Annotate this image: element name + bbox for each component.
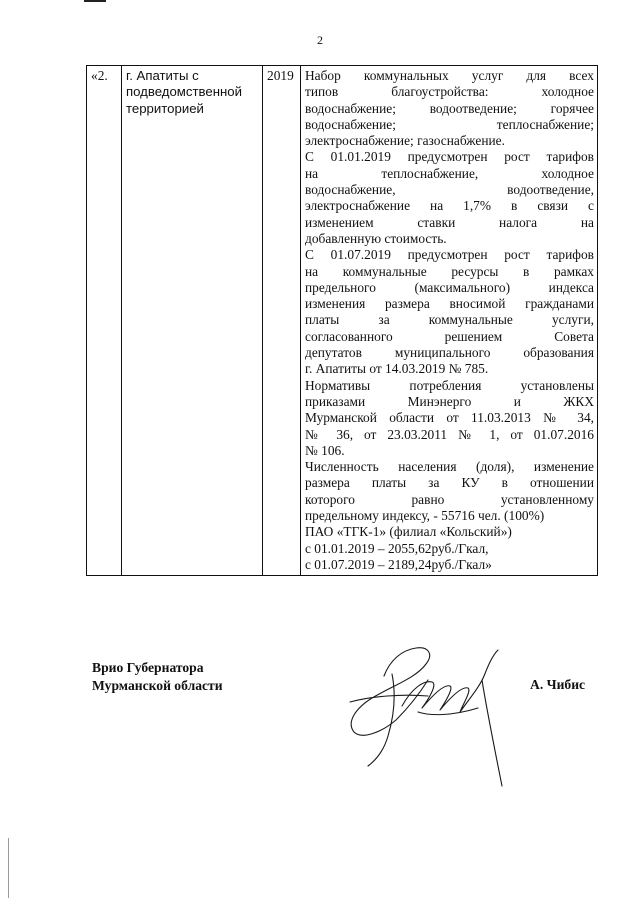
description-line: типов благоустройства: холодное bbox=[305, 84, 594, 100]
description-line: № 106. bbox=[305, 442, 345, 458]
row-number: «2. bbox=[87, 66, 122, 576]
signatory-position-line1: Врио Губернатора bbox=[92, 660, 204, 675]
description-line: с 01.07.2019 – 2189,24руб./Гкал» bbox=[305, 556, 492, 572]
page-number: 2 bbox=[317, 33, 323, 47]
description-line: водоснабжение, водоотведение, bbox=[305, 182, 594, 198]
description-line: согласованного решением Совета bbox=[305, 328, 594, 344]
description-line: размера платы за КУ в отношении bbox=[305, 475, 594, 491]
scan-edge-mark bbox=[8, 838, 9, 898]
description-line: предельного (максимального) индекса bbox=[305, 279, 594, 295]
scan-mark bbox=[84, 0, 106, 2]
description-line: Численность населения (доля), изменение bbox=[305, 459, 594, 475]
description-line: изменением ставки налога на bbox=[305, 214, 594, 230]
description-line: на коммунальные ресурсы в рамках bbox=[305, 263, 594, 279]
table-row bbox=[87, 66, 598, 576]
handwritten-signature bbox=[332, 636, 514, 788]
description-line: электроснабжение на 1,7% в связи с bbox=[305, 198, 594, 214]
description-line: № 36, от 23.03.2011 № 1, от 01.07.2016 bbox=[305, 426, 594, 442]
description-line: электроснабжение; газоснабжение. bbox=[305, 133, 505, 149]
description-line: Нормативы потребления установлены bbox=[305, 377, 594, 393]
signatory-position-line2: Мурманской области bbox=[92, 678, 223, 693]
signatory-position bbox=[92, 659, 223, 695]
description-line: водоснабжение; теплоснабжение; bbox=[305, 116, 594, 132]
territory-cell: г. Апатиты с подведомственной территорией bbox=[122, 66, 263, 576]
description-line: депутатов муниципального образования bbox=[305, 345, 594, 361]
description-line: на теплоснабжение, холодное bbox=[305, 165, 594, 181]
description-line: Набор коммунальных услуг для всех bbox=[305, 68, 594, 83]
tariff-table bbox=[86, 65, 598, 576]
description-line: добавленную стоимость. bbox=[305, 230, 447, 246]
description-line: С 01.07.2019 предусмотрен рост тарифов bbox=[305, 247, 594, 263]
description-line: г. Апатиты от 14.03.2019 № 785. bbox=[305, 361, 489, 377]
description-line: с 01.01.2019 – 2055,62руб./Гкал, bbox=[305, 540, 489, 556]
description-line: ПАО «ТГК-1» (филиал «Кольский») bbox=[305, 524, 512, 540]
description-line: предельному индексу, - 55716 чел. (100%) bbox=[305, 508, 545, 524]
year-cell: 2019 bbox=[263, 66, 301, 576]
description-cell bbox=[301, 66, 598, 576]
description-line: изменения размера вносимой гражданами bbox=[305, 296, 594, 312]
description-line: платы за коммунальные услуги, bbox=[305, 312, 594, 328]
signatory-name: А. Чибис bbox=[530, 677, 586, 692]
description-line: Мурманской области от 11.03.2013 № 34, bbox=[305, 410, 594, 426]
description-line: С 01.01.2019 предусмотрен рост тарифов bbox=[305, 149, 594, 165]
description-line: приказами Минэнерго и ЖКХ bbox=[305, 393, 594, 409]
description-line: водоснабжение; водоотведение; горячее bbox=[305, 100, 594, 116]
description-line: которого равно установленному bbox=[305, 491, 594, 507]
